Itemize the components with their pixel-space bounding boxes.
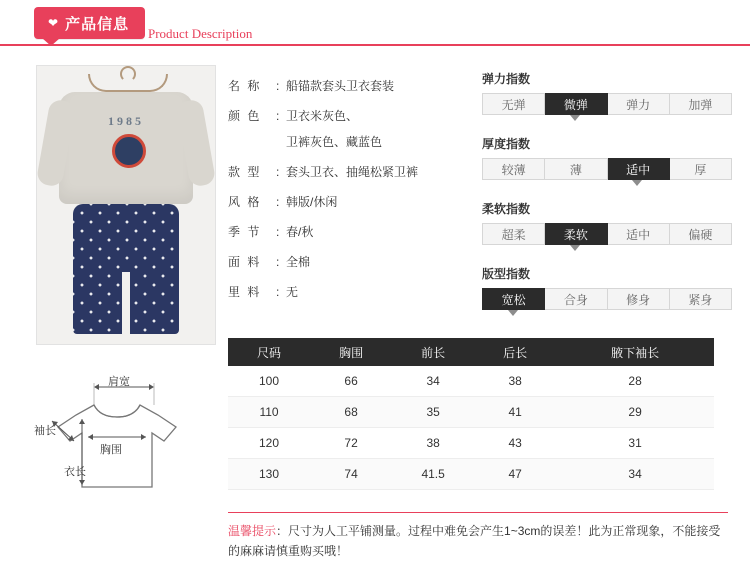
spec-value: 全棉 [286,255,311,269]
section-english-title: Product Description [148,26,253,41]
table-header-cell: 尺码 [228,338,310,366]
table-header-cell: 胸围 [310,338,392,366]
section-tag-label: 产品信息 [65,15,130,33]
index-option[interactable]: 较薄 [482,158,545,180]
table-cell: 47 [474,459,556,490]
anchor-badge-icon [112,134,146,168]
index-arrow [482,245,732,253]
spec-colon: : [276,255,280,269]
spec-row [228,164,458,181]
spec-row [228,78,458,95]
measurement-diagram [36,375,216,510]
index-arrow [482,310,732,318]
index-option[interactable]: 合身 [545,288,607,310]
spec-list [228,78,458,314]
index-arrow [482,180,732,188]
spec-key: 风 格 [228,195,262,209]
warm-tip-line1 [228,521,728,541]
index-title: 弹力指数 [482,72,531,86]
spec-colon: : [276,225,280,239]
spec-value: 春/秋 [286,225,314,239]
index-options[interactable] [482,93,732,115]
spec-row [228,254,458,271]
index-block-elasticity [482,70,732,123]
table-header-cell: 腋下袖长 [556,338,714,366]
spec-value: 套头卫衣、抽绳松紧卫裤 [286,165,419,179]
table-cell: 28 [556,366,714,397]
spec-row [228,194,458,211]
index-option[interactable]: 加弹 [670,93,732,115]
spec-value [286,108,382,151]
index-option[interactable]: 偏硬 [670,223,732,245]
product-photo [36,65,216,345]
index-option[interactable]: 紧身 [670,288,732,310]
spec-row [228,284,458,301]
size-table [228,338,714,490]
index-option[interactable]: 超柔 [482,223,545,245]
spec-key: 面 料 [228,255,262,269]
sweater-print-text: 1985 [108,114,144,128]
index-title: 柔软指数 [482,202,531,216]
table-cell: 100 [228,366,310,397]
table-row [228,459,714,490]
spec-colon: : [276,165,280,179]
spec-colon: : [276,285,280,299]
section-tag [34,7,145,39]
spec-key: 季 节 [228,225,262,239]
table-cell: 72 [310,428,392,459]
index-option-selected[interactable]: 宽松 [482,288,545,310]
index-option-selected[interactable]: 微弹 [545,93,607,115]
table-cell: 34 [556,459,714,490]
spec-value: 船锚款套头卫衣套装 [286,79,395,93]
table-cell: 35 [392,397,474,428]
spec-row [228,108,458,151]
spec-colon: : [276,195,280,209]
table-row [228,397,714,428]
warm-tip-text1: ：尺寸为人工平铺测量。过程中难免会产生1~3cm的误差！此为正常现象，不能接受 [276,524,721,538]
table-cell: 68 [310,397,392,428]
spec-colon: : [276,109,280,123]
sweater-illustration [59,92,193,204]
index-block-softness [482,200,732,253]
index-block-thickness [482,135,732,188]
table-cell: 38 [474,366,556,397]
table-cell: 110 [228,397,310,428]
table-cell: 66 [310,366,392,397]
table-header-cell: 后长 [474,338,556,366]
index-option[interactable]: 无弹 [482,93,545,115]
spec-key: 款 型 [228,165,262,179]
heart-icon: ❤ [48,16,60,30]
index-arrow [482,115,732,123]
index-option[interactable]: 弹力 [608,93,670,115]
table-cell: 74 [310,459,392,490]
spec-value-line2: 卫裤灰色、藏蓝色 [286,135,383,149]
table-cell: 29 [556,397,714,428]
index-title: 厚度指数 [482,137,531,151]
pants-illustration [73,204,179,334]
table-row [228,366,714,397]
pants-leg-split [122,272,130,334]
header-divider [0,44,750,46]
table-cell: 41 [474,397,556,428]
index-options[interactable] [482,288,732,310]
table-cell: 34 [392,366,474,397]
spec-key: 里 料 [228,285,262,299]
table-cell: 41.5 [392,459,474,490]
spec-colon: : [276,79,280,93]
page-header [0,0,750,48]
warm-tip-prefix: 温馨提示 [228,524,277,538]
spec-value: 韩版/休闲 [286,195,338,209]
index-option-selected[interactable]: 柔软 [545,223,607,245]
index-option[interactable]: 修身 [608,288,670,310]
diagram-label-length: 衣长 [64,466,86,478]
spec-row [228,224,458,241]
index-option[interactable]: 厚 [670,158,732,180]
index-options[interactable] [482,158,732,180]
hanger-icon [88,74,168,92]
warm-tip-line2: 的麻麻请慎重购买哦！ [228,544,349,558]
index-option-selected[interactable]: 适中 [608,158,670,180]
table-cell: 130 [228,459,310,490]
index-option[interactable]: 适中 [608,223,670,245]
diagram-label-bust: 胸围 [100,444,122,456]
table-header-cell: 前长 [392,338,474,366]
index-option[interactable]: 薄 [545,158,607,180]
table-cell: 31 [556,428,714,459]
spec-key: 颜 色 [228,109,262,123]
index-block-fit [482,265,732,318]
index-options[interactable] [482,223,732,245]
index-title: 版型指数 [482,267,531,281]
spec-key: 名 称 [228,79,262,93]
spec-value: 无 [286,285,299,299]
warm-tip [228,512,728,561]
table-row [228,428,714,459]
diagram-label-shoulder: 肩宽 [108,376,130,388]
table-cell: 120 [228,428,310,459]
table-header-row [228,338,714,366]
table-cell: 43 [474,428,556,459]
table-cell: 38 [392,428,474,459]
diagram-label-sleeve: 袖长 [34,425,56,437]
spec-value-line1: 卫衣米灰色、 [286,109,359,123]
